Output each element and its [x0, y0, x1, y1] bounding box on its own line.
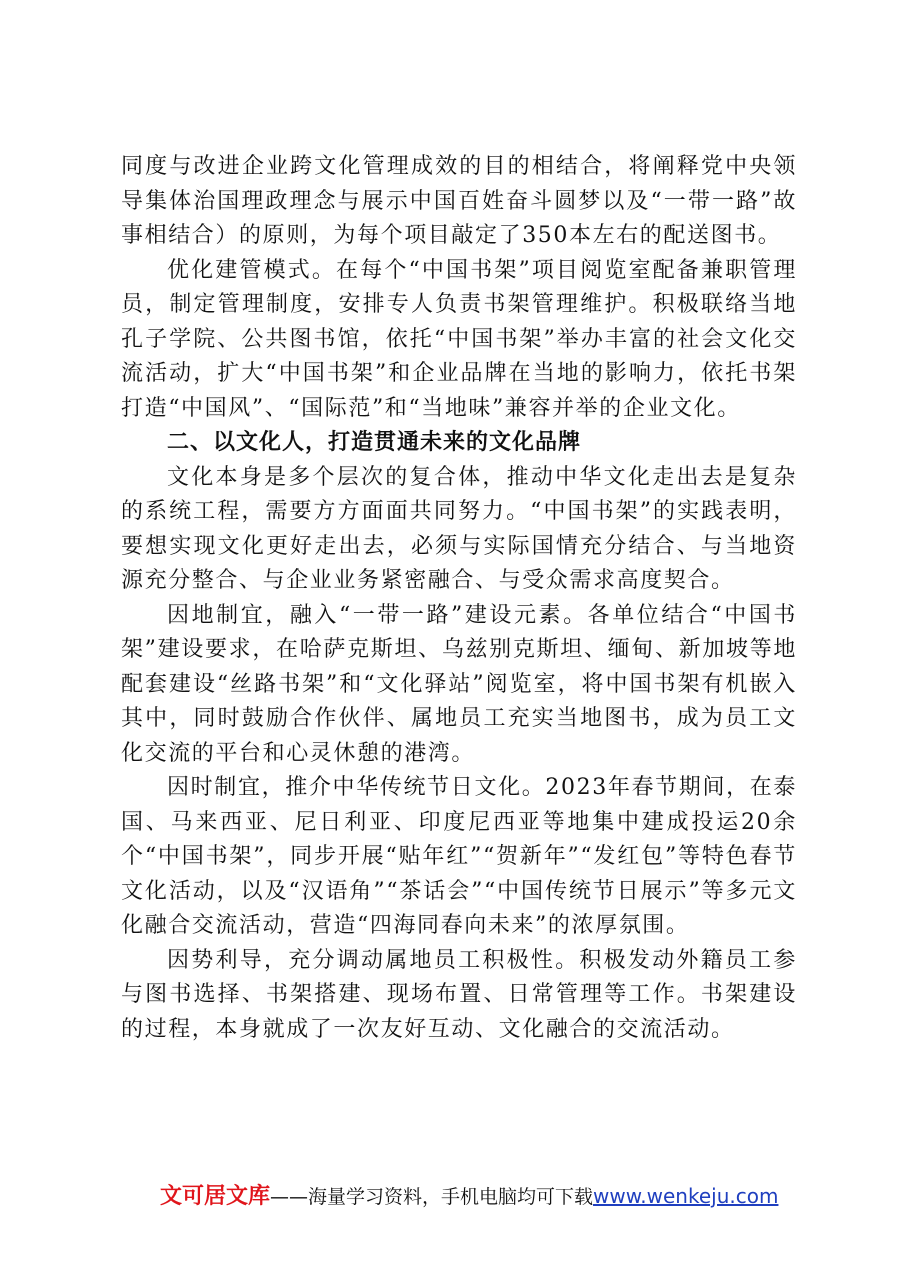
footer-brand: 文可居文库: [160, 1184, 271, 1209]
paragraph-continuation: 同度与改进企业跨文化管理成效的目的相结合，将阐释党中央领导集体治国理政理念与展示中国百姓奋斗圆梦以及“一带一路”故事相结合）的原则，为每个项目敲定了350本左右的配送图书。: [121, 154, 797, 248]
paragraph-spring-festival: 因时制宜，推介中华传统节日文化。2023年春节期间，在泰国、马来西亚、尼日利亚、印度尼西亚等地集中建成投运20余个“中国书架”，同步开展“贴年红”“贺新年”“发红包”等特色春节文化活动，以及“汉语角”“茶话会”“中国传统节日展示”等多元文化融合交流活动，营造“四海同春向未来”的浓厚氛围。: [121, 775, 797, 938]
paragraph-local-staff: 因势利导，充分调动属地员工积极性。积极发动外籍员工参与图书选择、书架搭建、现场布置、日常管理等工作。书架建设的过程，本身就成了一次友好互动、文化融合的交流活动。: [121, 947, 797, 1042]
paragraph-belt-and-road: 因地制宜，融入“一带一路”建设元素。各单位结合“中国书架”建设要求，在哈萨克斯坦、乌兹别克斯坦、缅甸、新加坡等地配套建设“丝路书架”和“文化驿站”阅览室，将中国书架有机嵌入其中，同时鼓励合作伙伴、属地员工充实当地图书，成为员工文化交流的平台和心灵休憩的港湾。: [121, 602, 797, 766]
footer-banner: [160, 1182, 800, 1210]
section-heading: 二、以文化人，打造贯通未来的文化品牌: [167, 430, 582, 455]
paragraph-culture-intro: 文化本身是多个层次的复合体，推动中华文化走出去是复杂的系统工程，需要方方面面共同努力。“中国书架”的实践表明，要想实现文化更好走出去，必须与实际国情充分结合、与当地资源充分整合、与企业业务紧密融合、与受众需求高度契合。: [121, 464, 797, 593]
paragraph-management-mode: 优化建管模式。在每个“中国书架”项目阅览室配备兼职管理员，制定管理制度，安排专人负责书架管理维护。积极联络当地孔子学院、公共图书馆，依托“中国书架”举办丰富的社会文化交流活动，扩大“中国书架”和企业品牌在当地的影响力，依托书架打造“中国风”、“国际范”和“当地味”兼容并举的企业文化。: [121, 257, 797, 421]
footer-tagline: ——海量学习资料，手机电脑均可下载: [270, 1186, 594, 1208]
document-body: [121, 150, 797, 1047]
footer-link[interactable]: www.wenkeju.com: [593, 1184, 779, 1208]
